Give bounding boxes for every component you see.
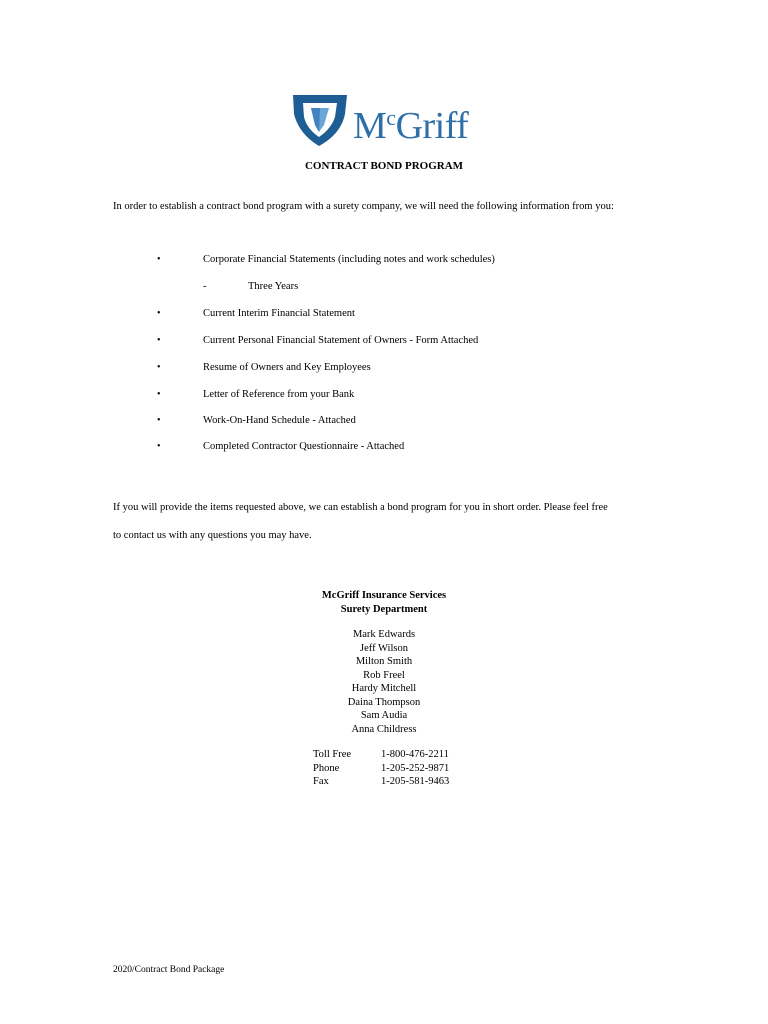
requirement-text: Current Personal Financial Statement of Owners - Form Attached xyxy=(203,335,479,346)
requirement-text: Letter of Reference from your Bank xyxy=(203,389,355,400)
logo-wordmark: $M^cGriff$ xyxy=(353,105,469,147)
requirement-text: Current Interim Financial Statement xyxy=(203,308,355,319)
bullet: • xyxy=(157,389,161,400)
page-title: CONTRACT BOND PROGRAM xyxy=(304,160,464,172)
sub-item-text: Three Years xyxy=(248,281,299,292)
bullet: • xyxy=(157,254,161,265)
closing-line: to contact us with any questions you may have. xyxy=(113,530,312,541)
contact-label: Toll Free xyxy=(313,749,352,760)
dash: - xyxy=(203,281,207,292)
department-name: Surety Department xyxy=(340,604,428,615)
bullet: • xyxy=(157,308,161,319)
staff-name: Mark Edwards xyxy=(352,629,416,640)
page-footer: 2020/Contract Bond Package xyxy=(113,965,225,975)
closing-line: If you will provide the items requested above, we can establish a bond program for you in short order. Please feel free xyxy=(113,502,608,513)
staff-name: Hardy Mitchell xyxy=(351,683,417,694)
bullet: • xyxy=(157,441,161,452)
contact-label: Phone xyxy=(313,762,340,774)
department-heading xyxy=(0,589,768,617)
contact-value: 1-205-252-9871 xyxy=(381,762,450,774)
staff-name: Anna Childress xyxy=(351,723,417,735)
contact-value: 1-800-476-2211 xyxy=(381,749,449,760)
staff-name: Jeff Wilson xyxy=(360,642,408,654)
staff-name: Daina Thompson xyxy=(347,696,421,708)
requirement-text: Completed Contractor Questionnaire - Attached xyxy=(203,441,405,452)
bullet: • xyxy=(157,335,161,346)
bullet: • xyxy=(157,415,161,426)
requirement-text: Resume of Owners and Key Employees xyxy=(203,362,371,373)
contact-value: 1-205-581-9463 xyxy=(381,776,450,787)
staff-name: Sam Audia xyxy=(360,710,408,721)
bullet: • xyxy=(157,362,161,373)
staff-name: Milton Smith xyxy=(355,656,413,667)
intro-paragraph: In order to establish a contract bond program with a surety company, we will need the following information from you: xyxy=(113,201,614,212)
requirement-text: Work-On-Hand Schedule - Attached xyxy=(203,415,356,426)
company-name: McGriff Insurance Services xyxy=(321,590,447,601)
staff-name: Rob Freel xyxy=(363,669,405,681)
staff-list xyxy=(0,628,768,736)
shield-logo-icon xyxy=(291,92,349,148)
contact-label: Fax xyxy=(313,776,329,787)
closing-paragraph xyxy=(113,494,608,550)
mcgriff-logo xyxy=(291,92,481,148)
requirement-text: Corporate Financial Statements (including notes and work schedules) xyxy=(203,254,495,265)
